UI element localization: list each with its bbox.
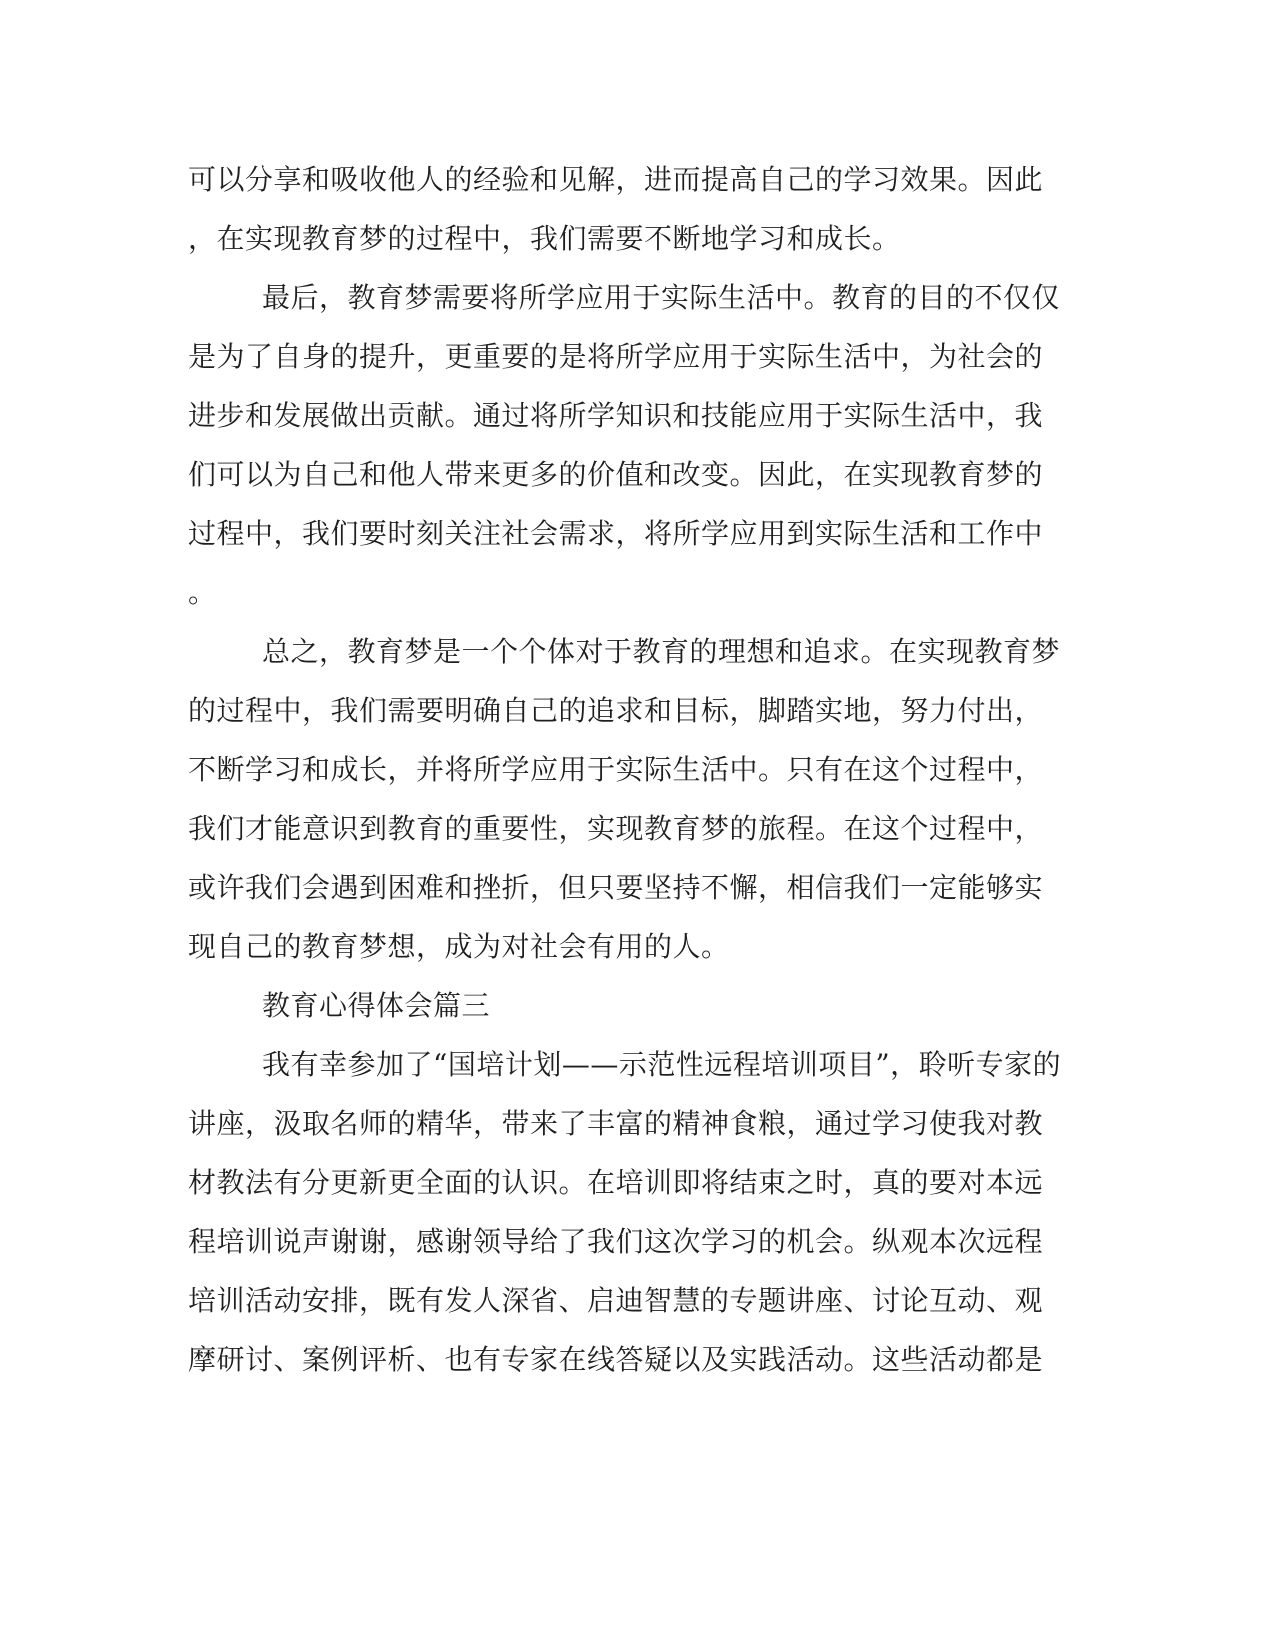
paragraph-line: 现自己的教育梦想，成为对社会有用的人。 (188, 930, 730, 963)
paragraph-line: 总之，教育梦是一个个体对于教育的理想和追求。在实现教育梦 (262, 635, 1061, 668)
paragraph-line: 讲座，汲取名师的精华，带来了丰富的精神食粮，通过学习使我对教 (188, 1107, 1044, 1140)
paragraph-line: 是为了自身的提升，更重要的是将所学应用于实际生活中，为社会的 (188, 340, 1044, 373)
paragraph-line: ，在实现教育梦的过程中，我们需要不断地学习和成长。 (188, 222, 901, 255)
paragraph-line: 摩研讨、案例评析、也有专家在线答疑以及实践活动。这些活动都是 (188, 1343, 1044, 1376)
paragraph-line: 我们才能意识到教育的重要性，实现教育梦的旅程。在这个过程中， (188, 812, 1044, 845)
paragraph-line: 培训活动安排，既有发人深省、启迪智慧的专题讲座、讨论互动、观 (188, 1284, 1044, 1317)
paragraph-line: 。 (188, 576, 217, 609)
paragraph-line: 程培训说声谢谢，感谢领导给了我们这次学习的机会。纵观本次远程 (188, 1225, 1044, 1258)
paragraph-line: 过程中，我们要时刻关注社会需求，将所学应用到实际生活和工作中 (188, 517, 1044, 550)
paragraph-line: 不断学习和成长，并将所学应用于实际生活中。只有在这个过程中， (188, 753, 1044, 786)
paragraph-line: 的过程中，我们需要明确自己的追求和目标，脚踏实地，努力付出， (188, 694, 1044, 727)
paragraph-line: 材教法有分更新更全面的认识。在培训即将结束之时，真的要对本远 (188, 1166, 1044, 1199)
section-heading: 教育心得体会篇三 (262, 989, 491, 1022)
paragraph-line: 进步和发展做出贡献。通过将所学知识和技能应用于实际生活中，我 (188, 399, 1044, 432)
paragraph-line: 可以分享和吸收他人的经验和见解，进而提高自己的学习效果。因此 (188, 163, 1044, 196)
paragraph-line: 或许我们会遇到困难和挫折，但只要坚持不懈，相信我们一定能够实 (188, 871, 1044, 904)
paragraph-line: 最后，教育梦需要将所学应用于实际生活中。教育的目的不仅仅 (262, 281, 1061, 314)
paragraph-line: 们可以为自己和他人带来更多的价值和改变。因此，在实现教育梦的 (188, 458, 1044, 491)
paragraph-line: 我有幸参加了“国培计划——示范性远程培训项目”，聆听专家的 (262, 1048, 1062, 1081)
